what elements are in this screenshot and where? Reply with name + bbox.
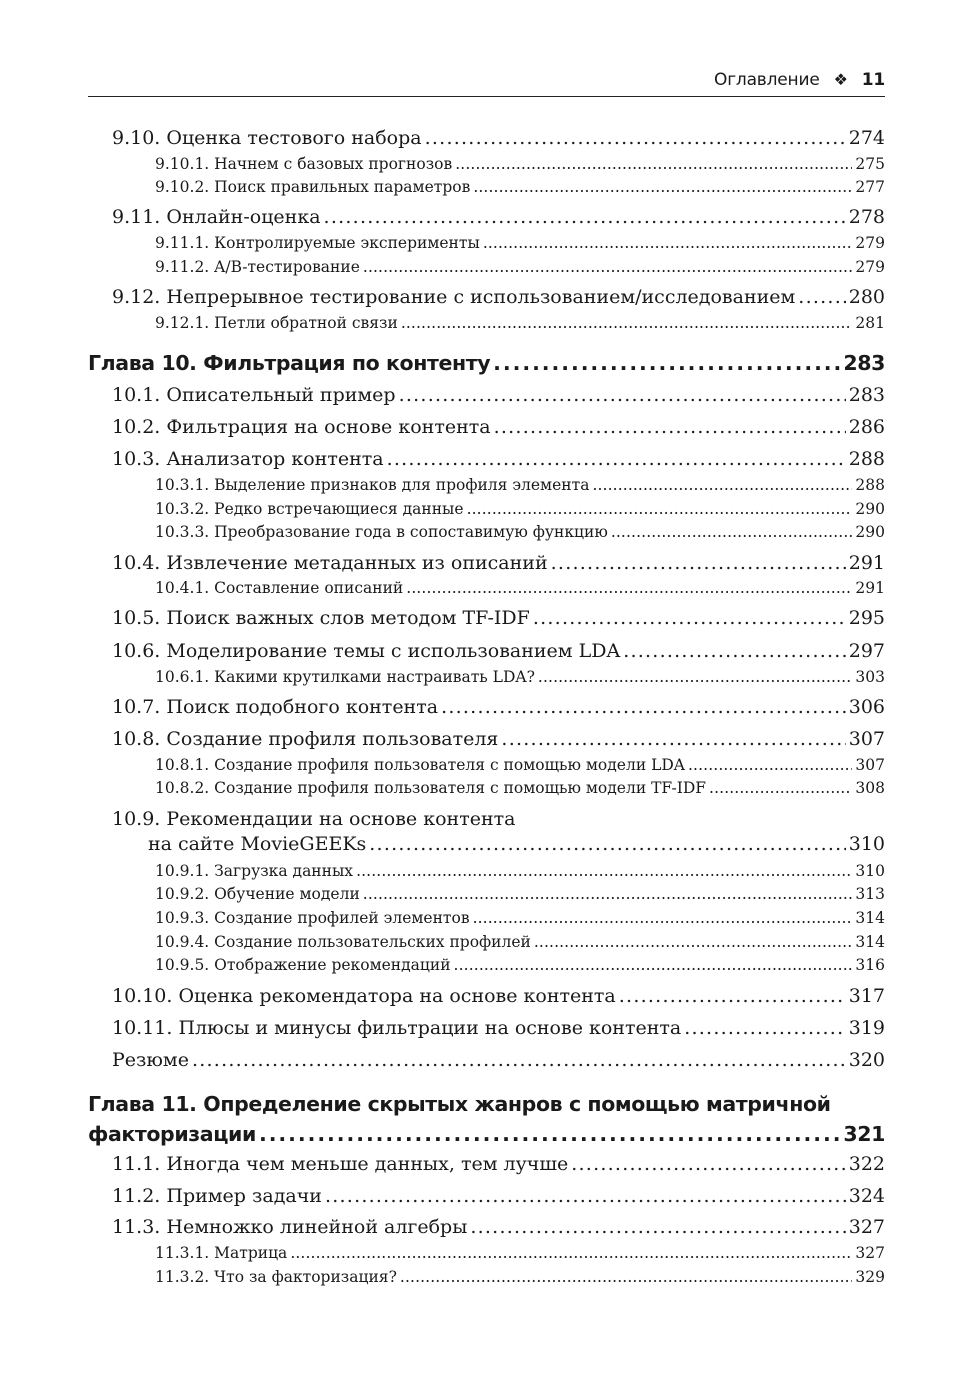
toc-page-number: 307: [855, 756, 885, 774]
dot-leader: [493, 353, 840, 374]
toc-page-number: 314: [855, 933, 885, 951]
toc-page-number: 279: [855, 234, 885, 252]
toc-page-number: 320: [848, 1049, 885, 1071]
toc-page-number: 291: [855, 579, 885, 597]
toc-entry[interactable]: [155, 956, 885, 974]
dot-leader: [533, 609, 846, 628]
toc-page-number: 297: [848, 640, 885, 662]
toc-entry[interactable]: [112, 1017, 885, 1039]
toc-entry[interactable]: [112, 416, 885, 438]
toc-page-number: 324: [848, 1185, 885, 1207]
toc-entry-title: 10.11. Плюсы и минусы фильтрации на основе контента: [112, 1017, 682, 1039]
toc-entry-title: 9.12.1. Петли обратной связи: [155, 314, 398, 332]
toc-page-number: 288: [848, 448, 885, 470]
toc-page-number: 288: [855, 476, 885, 494]
toc-entry-title: Резюме: [112, 1049, 189, 1071]
dot-leader: [467, 502, 853, 518]
toc-page-number: 314: [855, 909, 885, 927]
toc-entry-title: 10.4.1. Составление описаний: [155, 579, 404, 597]
toc-entry[interactable]: [155, 779, 885, 797]
dot-leader: [400, 1270, 853, 1286]
toc-entry[interactable]: [155, 500, 885, 518]
toc-page-number: 283: [848, 384, 885, 406]
toc-entry-title: 10.3.3. Преобразование года в сопоставимую функцию: [155, 523, 608, 541]
dot-leader: [571, 1155, 845, 1174]
toc-entry-title: 10.9.4. Создание пользовательских профилей: [155, 933, 531, 951]
toc-entry-title: 10.2. Фильтрация на основе контента: [112, 416, 491, 438]
dot-leader: [688, 758, 852, 774]
toc-entry-title: Глава 10. Фильтрация по контенту: [88, 351, 491, 375]
toc-entry[interactable]: [112, 985, 885, 1007]
dot-leader: [425, 129, 846, 148]
toc-entry-title: 9.10. Оценка тестового набора: [112, 127, 422, 149]
toc-entry-title: 10.10. Оценка рекомендатора на основе контента: [112, 985, 616, 1007]
toc-entry[interactable]: [112, 1049, 885, 1071]
toc-entry-title: 10.3.1. Выделение признаков для профиля элемента: [155, 476, 590, 494]
toc-page-number: 321: [843, 1122, 885, 1146]
dot-leader: [473, 180, 852, 196]
toc-entry-title: 10.3. Анализатор контента: [112, 448, 384, 470]
toc-entry-title: 10.1. Описательный пример: [112, 384, 396, 406]
toc-entry-title: 10.8.1. Создание профиля пользователя с помощью модели LDA: [155, 756, 685, 774]
toc-page-number: 313: [855, 885, 885, 903]
dot-leader: [259, 1124, 840, 1145]
dot-leader: [441, 698, 846, 717]
toc-entry-title: 9.10.1. Начнем с базовых прогнозов: [155, 155, 453, 173]
toc-page-number: 303: [855, 668, 885, 686]
toc-entry-title: 10.9.2. Обучение модели: [155, 885, 360, 903]
page-number: 11: [861, 70, 885, 90]
dot-leader: [356, 864, 852, 880]
toc-entry[interactable]: [155, 756, 885, 774]
dot-leader: [592, 478, 852, 494]
dot-leader: [623, 642, 846, 661]
toc-entry[interactable]: [155, 1244, 885, 1262]
dot-leader: [611, 525, 853, 541]
toc-entry[interactable]: [155, 1268, 885, 1286]
toc-entry[interactable]: [155, 933, 885, 951]
toc-entry-title: 10.9.5. Отображение рекомендаций: [155, 956, 451, 974]
toc-entry[interactable]: [112, 696, 885, 718]
toc-entry[interactable]: [155, 909, 885, 927]
toc-entry-title: 9.11.2. A/B-тестирование: [155, 258, 360, 276]
dot-leader: [454, 958, 853, 974]
toc-entry[interactable]: [155, 476, 885, 494]
toc-entry-title: 10.5. Поиск важных слов методом TF-IDF: [112, 607, 530, 629]
toc-page-number: 286: [848, 416, 885, 438]
dot-leader: [709, 781, 852, 797]
toc-page-number: 310: [855, 862, 885, 880]
toc-page-number: 327: [848, 1216, 885, 1238]
toc-entry[interactable]: [112, 286, 885, 308]
toc-page-number: 322: [848, 1153, 885, 1175]
toc-entry[interactable]: [112, 607, 885, 629]
toc-entry[interactable]: [112, 1153, 885, 1175]
toc-page-number: 307: [848, 728, 885, 750]
toc-page-number: 291: [848, 552, 885, 574]
dot-leader: [399, 386, 846, 405]
toc-entry-title: 10.8.2. Создание профиля пользователя с помощью модели TF-IDF: [155, 779, 707, 797]
toc-entry[interactable]: [112, 552, 885, 574]
toc-page-number: 327: [855, 1244, 885, 1262]
toc-entry[interactable]: [148, 833, 885, 855]
toc-entry[interactable]: [112, 448, 885, 470]
toc-entry-title: на сайте MovieGEEKs: [148, 833, 367, 855]
toc-page-number: 295: [848, 607, 885, 629]
dot-leader: [406, 581, 852, 597]
toc-entry[interactable]: [155, 579, 885, 597]
toc-entry[interactable]: [112, 640, 885, 662]
toc-page-number: 317: [848, 985, 885, 1007]
toc-page-number: 319: [848, 1017, 885, 1039]
toc-entry-title: факторизации: [88, 1122, 256, 1146]
dot-leader: [619, 987, 846, 1006]
ornament-icon: ❖: [833, 70, 848, 89]
toc-page-number: 283: [843, 351, 885, 375]
toc-page-number: 308: [855, 779, 885, 797]
toc-page-number: 281: [855, 314, 885, 332]
dot-leader: [473, 911, 853, 927]
dot-leader: [501, 730, 845, 749]
toc-entry[interactable]: [155, 234, 885, 252]
toc-page-number: 290: [855, 523, 885, 541]
toc-entry-title: 9.10.2. Поиск правильных параметров: [155, 178, 471, 196]
toc-entry-title: 9.11. Онлайн-оценка: [112, 206, 321, 228]
toc-chapter-entry[interactable]: [88, 1122, 885, 1146]
toc-entry-title-line[interactable]: 10.9. Рекомендации на основе контента: [112, 808, 516, 830]
toc-chapter-title-line[interactable]: Глава 11. Определение скрытых жанров с помощью матричной: [88, 1092, 831, 1116]
toc-page-number: 316: [855, 956, 885, 974]
toc-entry-title: 10.9.1. Загрузка данных: [155, 862, 354, 880]
toc-page-number: 329: [855, 1268, 885, 1286]
toc-entry[interactable]: [155, 178, 885, 196]
dot-leader: [538, 670, 853, 686]
toc-entry[interactable]: [112, 384, 885, 406]
toc-entry-title: 11.3. Немножко линейной алгебры: [112, 1216, 468, 1238]
toc-entry[interactable]: [155, 258, 885, 276]
toc-entry-title: 10.9.3. Создание профилей элементов: [155, 909, 470, 927]
dot-leader: [401, 316, 853, 332]
toc-page-number: 290: [855, 500, 885, 518]
dot-leader: [363, 260, 853, 276]
dot-leader: [455, 157, 852, 173]
toc-entry[interactable]: [112, 728, 885, 750]
toc-chapter-entry[interactable]: [88, 351, 885, 375]
toc-entry[interactable]: [155, 862, 885, 880]
toc-page-number: 274: [848, 127, 885, 149]
dot-leader: [483, 236, 853, 252]
dot-leader: [290, 1246, 852, 1262]
toc-entry-title: 10.4. Извлечение метаданных из описаний: [112, 552, 548, 574]
toc-entry-title: 9.12. Непрерывное тестирование с использованием/исследованием: [112, 286, 796, 308]
toc-entry-title: 9.11.1. Контролируемые эксперименты: [155, 234, 480, 252]
toc-page-number: 278: [848, 206, 885, 228]
toc-page-number: 277: [855, 178, 885, 196]
dot-leader: [534, 935, 853, 951]
dot-leader: [684, 1019, 846, 1038]
toc-entry-title: 11.1. Иногда чем меньше данных, тем лучше: [112, 1153, 569, 1175]
toc-entry[interactable]: [155, 314, 885, 332]
dot-leader: [470, 1218, 845, 1237]
toc-page-number: 306: [848, 696, 885, 718]
dot-leader: [363, 887, 853, 903]
toc-page-number: 310: [848, 833, 885, 855]
toc-entry-title: 10.6.1. Какими крутилками настраивать LDA?: [155, 668, 535, 686]
toc-page-number: 279: [855, 258, 885, 276]
toc-entry-title: 11.3.1. Матрица: [155, 1244, 288, 1262]
dot-leader: [369, 835, 845, 854]
toc-entry-title: 10.3.2. Редко встречающиеся данные: [155, 500, 464, 518]
toc-page-number: 280: [848, 286, 885, 308]
toc-entry-title: 10.8. Создание профиля пользователя: [112, 728, 499, 750]
toc-entry[interactable]: [155, 523, 885, 541]
toc-entry-title: 11.3.2. Что за факторизация?: [155, 1268, 397, 1286]
dot-leader: [324, 208, 846, 227]
dot-leader: [551, 554, 846, 573]
toc-entry-title: 10.7. Поиск подобного контента: [112, 696, 439, 718]
toc-entry[interactable]: [112, 127, 885, 149]
dot-leader: [387, 450, 846, 469]
toc-entry[interactable]: [112, 206, 885, 228]
toc-entry-title: 10.6. Моделирование темы с использованием LDA: [112, 640, 621, 662]
dot-leader: [325, 1187, 846, 1206]
toc-entry[interactable]: [155, 155, 885, 173]
toc-entry-title: 11.2. Пример задачи: [112, 1185, 322, 1207]
toc-page-number: 275: [855, 155, 885, 173]
header-title: Оглавление: [714, 70, 820, 90]
dot-leader: [494, 418, 846, 437]
toc-entry[interactable]: [112, 1216, 885, 1238]
dot-leader: [192, 1051, 846, 1070]
dot-leader: [798, 288, 845, 307]
toc-entry[interactable]: [155, 885, 885, 903]
toc-entry[interactable]: [112, 1185, 885, 1207]
toc-entry[interactable]: [155, 668, 885, 686]
